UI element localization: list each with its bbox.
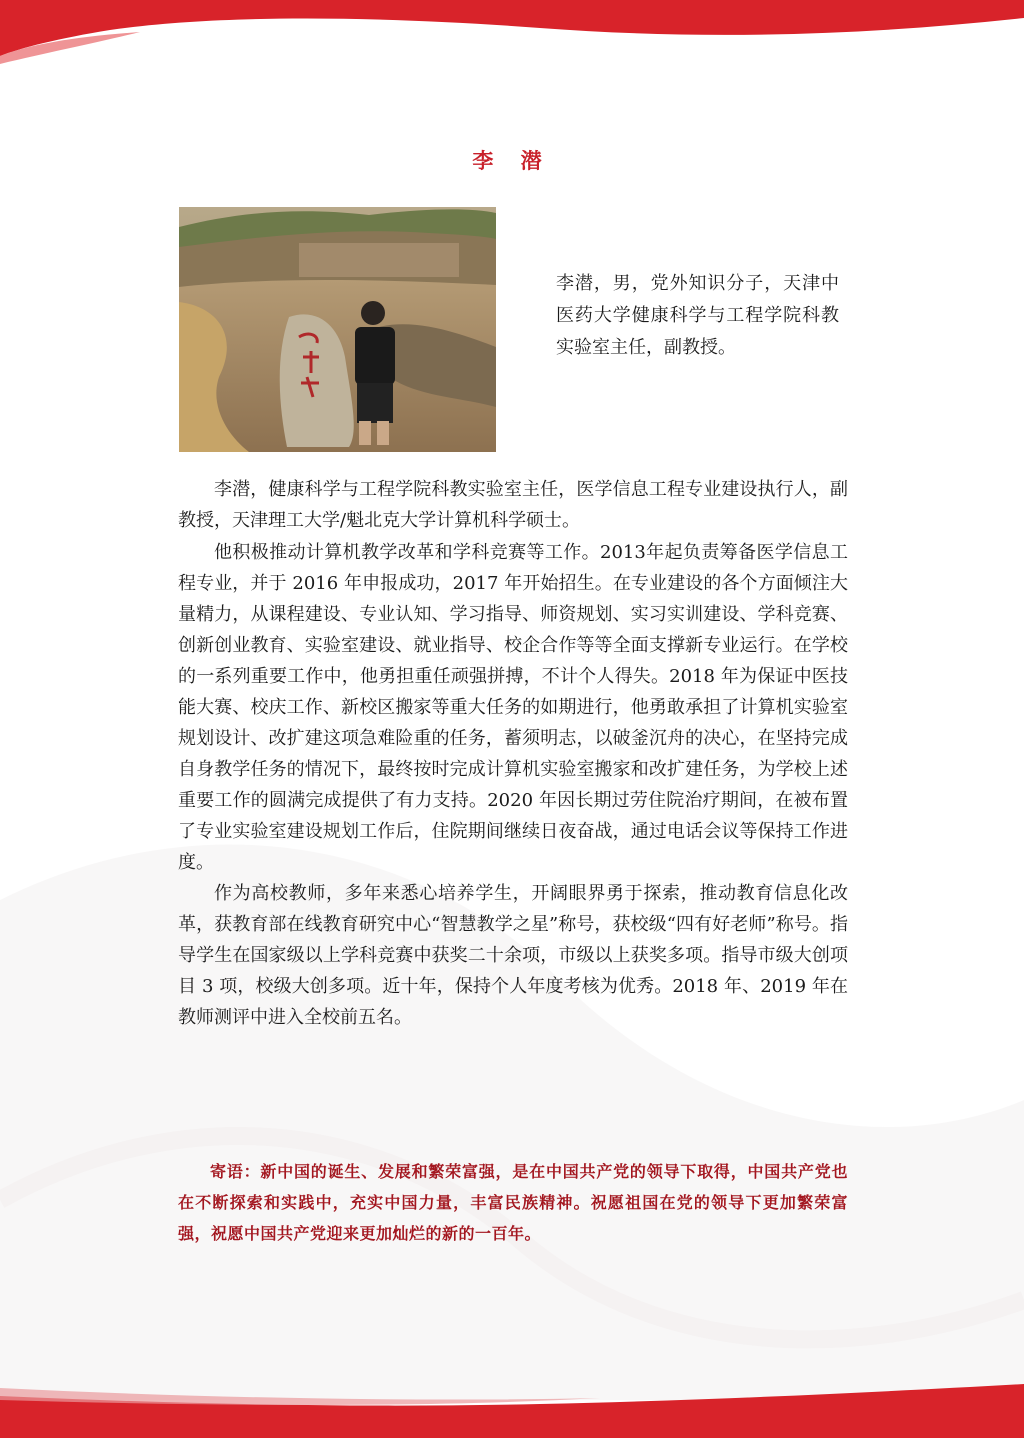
paragraph: 他积极推动计算机教学改革和学科竞赛等工作。2013年起负责筹备医学信息工程专业，并于 2016 年申报成功，2017 年开始招生。在专业建设的各个方面倾注大量精力，从课程建设、专业认知、学习指导、师资规划、实习实训建设、学科竞赛、创新创业教育、实验室建设、就业指导、校企合作等等全面支撑新专业运行。在学校的一系列重要工作中，他勇担重任顽强拼搏，不计个人得失。2018 年为保证中医技能大赛、校庆工作、新校区搬家等重大任务的如期进行，他勇敢承担了计算机实验室规划设计、改扩建这项急难险重的任务，蓄须明志，以破釜沉舟的决心，在坚持完成自身教学任务的情况下，最终按时完成计算机实验室搬家和改扩建任务，为学校上述重要工作的圆满完成提供了有力支持。2020 年因长期过劳住院治疗期间，在被布置了专业实验室建设规划工作后，住院期间继续日夜奋战，通过电话会议等保持工作进度。 [178,541,848,873]
paragraph: 作为高校教师，多年来悉心培养学生，开阔眼界勇于探索，推动教育信息化改革，获教育部在线教育研究中心“智慧教学之星”称号，获校级“四有好老师”称号。指导学生在国家级以上学科竞赛中获奖二十余项，市级以上获奖多项。指导市级大创项目 3 项，校级大创多项。近十年，保持个人年度考核为优秀。2018 年、2019 年在教师测评中进入全校前五名。 [178,883,848,1028]
bottom-red-wave-decoration [0,1358,1024,1438]
portrait-photo [179,207,496,452]
photo-caption: 李潜，男，党外知识分子，天津中医药大学健康科学与工程学院科教实验室主任，副教授。 [556,273,839,358]
paragraph: 李潜，健康科学与工程学院科教实验室主任，医学信息工程专业建设执行人，副教授，天津理工大学/魁北克大学计算机科学硕士。 [178,479,848,531]
page-title: 李 潜 [472,148,552,173]
closing-message: 寄语：新中国的诞生、发展和繁荣富强，是在中国共产党的领导下取得，中国共产党也在不断探索和实践中，充实中国力量，丰富民族精神。祝愿祖国在党的领导下更加繁荣富强，祝愿中国共产党迎来更加灿烂的新的一百年。 [178,1162,848,1243]
top-red-wave-decoration [0,0,1024,80]
article-body [178,474,848,1034]
